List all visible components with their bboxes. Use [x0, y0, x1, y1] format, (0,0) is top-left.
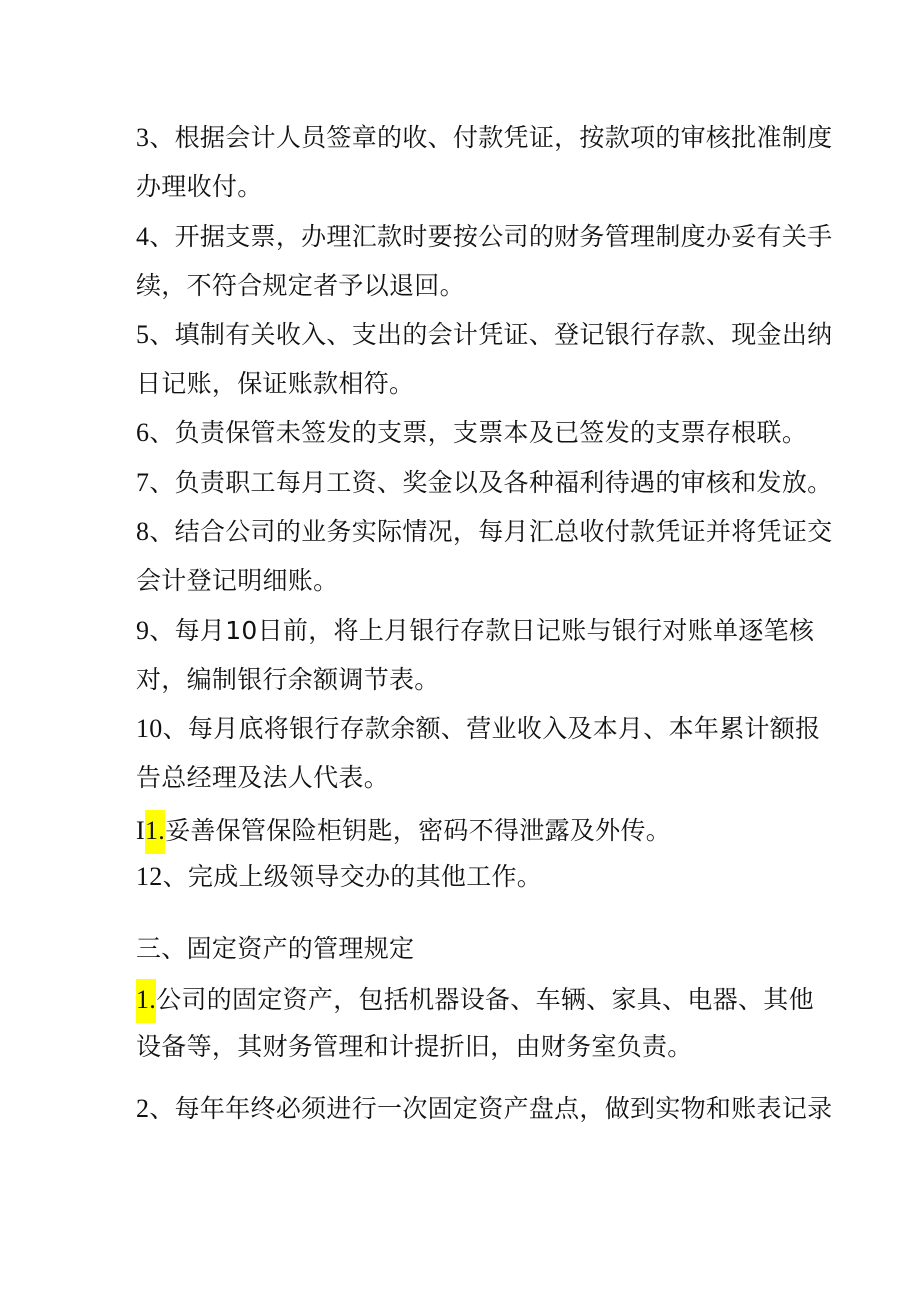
- paragraph-line-s1-cont: [136, 1030, 796, 1064]
- paragraph-line-7: [136, 466, 833, 500]
- paragraph-line-9-cont: [136, 663, 796, 697]
- line-text: 日记账，保证账款相符。: [136, 369, 415, 398]
- line-text: 、每月10日前，将上月银行存款日记账与银行对账单逐笔核: [149, 616, 815, 645]
- line-text: 妥善保管保险柜钥匙，密码不得泄露及外传。: [165, 816, 672, 845]
- item-number: 10: [136, 714, 163, 743]
- paragraph-line-11: [136, 810, 796, 854]
- item-number: 5: [136, 320, 150, 349]
- item-number: 6: [136, 418, 150, 447]
- paragraph-line-s1: [136, 979, 814, 1023]
- line-text: 会计登记明细账。: [136, 566, 339, 595]
- line-text: 公司的固定资产，包括机器设备、车辆、家具、电器、其他: [156, 985, 814, 1014]
- paragraph-line-5: [136, 318, 833, 352]
- section-heading: [136, 932, 796, 966]
- item-number: 8: [136, 517, 150, 546]
- line-text: 、负责职工每月工资、奖金以及各种福利待遇的审核和发放。: [149, 468, 833, 497]
- paragraph-line-6: [136, 416, 808, 450]
- paragraph-line-4-cont: [136, 269, 796, 303]
- paragraph-line-12: [136, 860, 796, 894]
- paragraph-line-3-cont: [136, 170, 796, 204]
- line-text: 对，编制银行余额调节表。: [136, 665, 440, 694]
- item-number: 2: [136, 1094, 150, 1123]
- line-text: 办理收付。: [136, 172, 263, 201]
- item-number: 3: [136, 123, 150, 152]
- line-text: 告总经理及法人代表。: [136, 763, 390, 792]
- paragraph-line-3: [136, 121, 833, 155]
- paragraph-line-s2: [136, 1092, 833, 1126]
- line-text: 、填制有关收入、支出的会计凭证、登记银行存款、现金出纳: [149, 320, 833, 349]
- paragraph-line-10: [136, 712, 821, 746]
- paragraph-line-10-cont: [136, 761, 796, 795]
- item-number: 9: [136, 616, 150, 645]
- item-number: 7: [136, 468, 150, 497]
- line-text: 、每月底将银行存款余额、营业收入及本月、本年累计额报: [162, 714, 821, 743]
- line-text: 、每年年终必须进行一次固定资产盘点，做到实物和账表记录: [149, 1094, 833, 1123]
- line-text: 、负责保管未签发的支票，支票本及已签发的支票存根联。: [149, 418, 808, 447]
- line-text: 、完成上级领导交办的其他工作。: [162, 862, 543, 891]
- item-prefix: I: [136, 816, 145, 845]
- line-text: 、开据支票，办理汇款时要按公司的财务管理制度办妥有关手: [149, 222, 833, 251]
- line-text: 、结合公司的业务实际情况，每月汇总收付款凭证并将凭证交: [149, 517, 833, 546]
- paragraph-line-4: [136, 220, 833, 254]
- paragraph-line-8-cont: [136, 564, 796, 598]
- line-text: 设备等，其财务管理和计提折旧，由财务室负责。: [136, 1032, 693, 1061]
- highlighted-number: 1.: [145, 810, 165, 854]
- heading-text: 三、固定资产的管理规定: [136, 934, 415, 963]
- paragraph-line-9: [136, 614, 815, 648]
- paragraph-line-8: [136, 515, 833, 549]
- item-number: 12: [136, 862, 163, 891]
- item-number: 4: [136, 222, 150, 251]
- line-text: 续，不符合规定者予以退回。: [136, 271, 465, 300]
- paragraph-line-5-cont: [136, 367, 796, 401]
- line-text: 、根据会计人员签章的收、付款凭证，按款项的审核批准制度: [149, 123, 833, 152]
- highlighted-number: 1.: [136, 979, 156, 1023]
